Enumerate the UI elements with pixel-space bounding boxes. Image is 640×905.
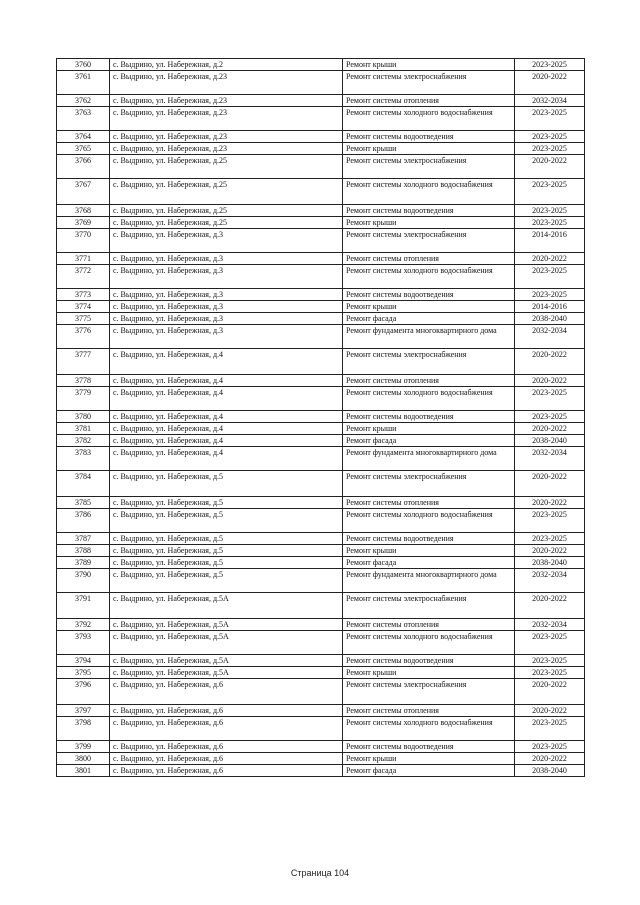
work-type-cell: Ремонт системы отопления [343,497,515,509]
address-cell: с. Выдрино, ул. Набережная, д.4 [110,387,343,411]
table-row [57,765,585,777]
period-cell: 2020-2022 [515,545,585,557]
period-cell: 2023-2025 [515,509,585,533]
address-cell: с. Выдрино, ул. Набережная, д.25 [110,155,343,179]
address-cell: с. Выдрино, ул. Набережная, д.5 [110,533,343,545]
row-number: 3770 [57,229,110,253]
work-type-cell: Ремонт системы холодного водоснабжения [343,631,515,655]
page-number: Страница 104 [290,868,350,878]
period-cell: 2023-2025 [515,265,585,289]
table-row [57,447,585,471]
address-cell: с. Выдрино, ул. Набережная, д.3 [110,301,343,313]
address-cell: с. Выдрино, ул. Набережная, д.3 [110,265,343,289]
period-cell: 2023-2025 [515,217,585,229]
row-number: 3781 [57,423,110,435]
period-cell: 2020-2022 [515,471,585,497]
table-row [57,741,585,753]
address-cell: с. Выдрино, ул. Набережная, д.6 [110,705,343,717]
period-cell: 2023-2025 [515,387,585,411]
row-number: 3764 [57,131,110,143]
row-number: 3794 [57,655,110,667]
row-number: 3772 [57,265,110,289]
period-cell: 2023-2025 [515,179,585,205]
period-cell: 2020-2022 [515,423,585,435]
address-cell: с. Выдрино, ул. Набережная, д.5 [110,497,343,509]
table-row [57,155,585,179]
address-cell: с. Выдрино, ул. Набережная, д.25 [110,217,343,229]
work-type-cell: Ремонт системы электроснабжения [343,155,515,179]
address-cell: с. Выдрино, ул. Набережная, д.4 [110,375,343,387]
work-type-cell: Ремонт фундамента многоквартирного дома [343,447,515,471]
table-row [57,717,585,741]
row-number: 3800 [57,753,110,765]
period-cell: 2038-2040 [515,765,585,777]
period-cell: 2020-2022 [515,705,585,717]
row-number: 3788 [57,545,110,557]
table-row [57,509,585,533]
row-number: 3767 [57,179,110,205]
address-cell: с. Выдрино, ул. Набережная, д.5А [110,655,343,667]
address-cell: с. Выдрино, ул. Набережная, д.4 [110,411,343,423]
period-cell: 2014-2016 [515,229,585,253]
table-row [57,545,585,557]
table-row [57,471,585,497]
row-number: 3782 [57,435,110,447]
table-row [57,533,585,545]
work-type-cell: Ремонт крыши [343,545,515,557]
table-row [57,619,585,631]
table-row [57,253,585,265]
work-type-cell: Ремонт системы отопления [343,619,515,631]
period-cell: 2020-2022 [515,375,585,387]
address-cell: с. Выдрино, ул. Набережная, д.5А [110,593,343,619]
table-row [57,289,585,301]
period-cell: 2023-2025 [515,289,585,301]
address-cell: с. Выдрино, ул. Набережная, д.3 [110,289,343,301]
work-type-cell: Ремонт системы отопления [343,95,515,107]
row-number: 3801 [57,765,110,777]
work-type-cell: Ремонт фасада [343,557,515,569]
address-cell: с. Выдрино, ул. Набережная, д.23 [110,95,343,107]
table-row [57,71,585,95]
period-cell: 2023-2025 [515,205,585,217]
work-type-cell: Ремонт системы холодного водоснабжения [343,717,515,741]
row-number: 3798 [57,717,110,741]
row-number: 3775 [57,313,110,325]
period-cell: 2023-2025 [515,631,585,655]
address-cell: с. Выдрино, ул. Набережная, д.5А [110,667,343,679]
work-type-cell: Ремонт крыши [343,423,515,435]
table-row [57,325,585,349]
row-number: 3763 [57,107,110,131]
table-row [57,705,585,717]
work-type-cell: Ремонт системы отопления [343,705,515,717]
address-cell: с. Выдрино, ул. Набережная, д.6 [110,717,343,741]
work-type-cell: Ремонт системы электроснабжения [343,679,515,705]
work-type-cell: Ремонт системы холодного водоснабжения [343,265,515,289]
row-number: 3768 [57,205,110,217]
table-row [57,229,585,253]
address-cell: с. Выдрино, ул. Набережная, д.5 [110,545,343,557]
work-type-cell: Ремонт системы отопления [343,253,515,265]
row-number: 3797 [57,705,110,717]
row-number: 3778 [57,375,110,387]
address-cell: с. Выдрино, ул. Набережная, д.3 [110,253,343,265]
period-cell: 2038-2040 [515,435,585,447]
period-cell: 2023-2025 [515,655,585,667]
work-type-cell: Ремонт системы водоотведения [343,655,515,667]
address-cell: с. Выдрино, ул. Набережная, д.6 [110,753,343,765]
work-type-cell: Ремонт системы холодного водоснабжения [343,179,515,205]
address-cell: с. Выдрино, ул. Набережная, д.5 [110,557,343,569]
address-cell: с. Выдрино, ул. Набережная, д.6 [110,765,343,777]
table-row [57,217,585,229]
table-row [57,655,585,667]
address-cell: с. Выдрино, ул. Набережная, д.23 [110,71,343,95]
table-row [57,143,585,155]
work-type-cell: Ремонт крыши [343,143,515,155]
table-row [57,631,585,655]
address-cell: с. Выдрино, ул. Набережная, д.5А [110,619,343,631]
address-cell: с. Выдрино, ул. Набережная, д.5 [110,509,343,533]
address-cell: с. Выдрино, ул. Набережная, д.5 [110,471,343,497]
address-cell: с. Выдрино, ул. Набережная, д.23 [110,107,343,131]
period-cell: 2020-2022 [515,593,585,619]
table-row [57,497,585,509]
table-row [57,557,585,569]
period-cell: 2023-2025 [515,717,585,741]
work-type-cell: Ремонт крыши [343,59,515,71]
row-number: 3799 [57,741,110,753]
repair-schedule-table [56,58,585,777]
work-type-cell: Ремонт фасада [343,313,515,325]
row-number: 3790 [57,569,110,593]
table-row [57,667,585,679]
address-cell: с. Выдрино, ул. Набережная, д.23 [110,131,343,143]
work-type-cell: Ремонт системы водоотведения [343,411,515,423]
work-type-cell: Ремонт фасада [343,765,515,777]
address-cell: с. Выдрино, ул. Набережная, д.4 [110,423,343,435]
period-cell: 2038-2040 [515,557,585,569]
period-cell: 2023-2025 [515,667,585,679]
period-cell: 2032-2034 [515,569,585,593]
period-cell: 2032-2034 [515,619,585,631]
table-row [57,423,585,435]
work-type-cell: Ремонт системы водоотведения [343,741,515,753]
work-type-cell: Ремонт системы холодного водоснабжения [343,387,515,411]
row-number: 3787 [57,533,110,545]
work-type-cell: Ремонт системы электроснабжения [343,593,515,619]
row-number: 3793 [57,631,110,655]
address-cell: с. Выдрино, ул. Набережная, д.25 [110,205,343,217]
work-type-cell: Ремонт системы водоотведения [343,289,515,301]
address-cell: с. Выдрино, ул. Набережная, д.3 [110,313,343,325]
period-cell: 2038-2040 [515,313,585,325]
work-type-cell: Ремонт системы холодного водоснабжения [343,509,515,533]
table-row [57,679,585,705]
period-cell: 2020-2022 [515,753,585,765]
work-type-cell: Ремонт крыши [343,217,515,229]
period-cell: 2023-2025 [515,411,585,423]
period-cell: 2020-2022 [515,253,585,265]
work-type-cell: Ремонт фундамента многоквартирного дома [343,569,515,593]
period-cell: 2014-2016 [515,301,585,313]
row-number: 3784 [57,471,110,497]
work-type-cell: Ремонт крыши [343,301,515,313]
table-row [57,435,585,447]
work-type-cell: Ремонт системы электроснабжения [343,229,515,253]
table-row [57,131,585,143]
address-cell: с. Выдрино, ул. Набережная, д.4 [110,435,343,447]
row-number: 3774 [57,301,110,313]
row-number: 3783 [57,447,110,471]
period-cell: 2023-2025 [515,131,585,143]
period-cell: 2023-2025 [515,741,585,753]
period-cell: 2023-2025 [515,59,585,71]
address-cell: с. Выдрино, ул. Набережная, д.3 [110,325,343,349]
row-number: 3766 [57,155,110,179]
row-number: 3792 [57,619,110,631]
row-number: 3785 [57,497,110,509]
table-row [57,265,585,289]
address-cell: с. Выдрино, ул. Набережная, д.25 [110,179,343,205]
table-body [57,59,585,777]
work-type-cell: Ремонт системы электроснабжения [343,71,515,95]
period-cell: 2020-2022 [515,497,585,509]
period-cell: 2020-2022 [515,349,585,375]
table-row [57,349,585,375]
table-row [57,179,585,205]
work-type-cell: Ремонт крыши [343,753,515,765]
address-cell: с. Выдрино, ул. Набережная, д.3 [110,229,343,253]
work-type-cell: Ремонт системы водоотведения [343,533,515,545]
address-cell: с. Выдрино, ул. Набережная, д.2 [110,59,343,71]
period-cell: 2032-2034 [515,95,585,107]
row-number: 3777 [57,349,110,375]
work-type-cell: Ремонт системы отопления [343,375,515,387]
row-number: 3779 [57,387,110,411]
table-row [57,387,585,411]
row-number: 3776 [57,325,110,349]
address-cell: с. Выдрино, ул. Набережная, д.6 [110,679,343,705]
work-type-cell: Ремонт фасада [343,435,515,447]
table-row [57,569,585,593]
period-cell: 2020-2022 [515,679,585,705]
period-cell: 2020-2022 [515,155,585,179]
work-type-cell: Ремонт системы холодного водоснабжения [343,107,515,131]
table-row [57,95,585,107]
work-type-cell: Ремонт крыши [343,667,515,679]
row-number: 3780 [57,411,110,423]
work-type-cell: Ремонт системы электроснабжения [343,349,515,375]
table-row [57,107,585,131]
row-number: 3761 [57,71,110,95]
row-number: 3765 [57,143,110,155]
row-number: 3789 [57,557,110,569]
work-type-cell: Ремонт системы водоотведения [343,131,515,143]
table-row [57,313,585,325]
table-row [57,205,585,217]
row-number: 3796 [57,679,110,705]
period-cell: 2023-2025 [515,143,585,155]
address-cell: с. Выдрино, ул. Набережная, д.4 [110,447,343,471]
row-number: 3773 [57,289,110,301]
row-number: 3795 [57,667,110,679]
table-row [57,301,585,313]
period-cell: 2023-2025 [515,533,585,545]
work-type-cell: Ремонт системы электроснабжения [343,471,515,497]
work-type-cell: Ремонт фундамента многоквартирного дома [343,325,515,349]
table-row [57,753,585,765]
table-row [57,593,585,619]
work-type-cell: Ремонт системы водоотведения [343,205,515,217]
address-cell: с. Выдрино, ул. Набережная, д.4 [110,349,343,375]
period-cell: 2020-2022 [515,71,585,95]
address-cell: с. Выдрино, ул. Набережная, д.5 [110,569,343,593]
row-number: 3786 [57,509,110,533]
row-number: 3771 [57,253,110,265]
table-row [57,59,585,71]
period-cell: 2032-2034 [515,447,585,471]
row-number: 3791 [57,593,110,619]
row-number: 3760 [57,59,110,71]
address-cell: с. Выдрино, ул. Набережная, д.6 [110,741,343,753]
period-cell: 2023-2025 [515,107,585,131]
row-number: 3762 [57,95,110,107]
table-row [57,375,585,387]
row-number: 3769 [57,217,110,229]
table-row [57,411,585,423]
address-cell: с. Выдрино, ул. Набережная, д.5А [110,631,343,655]
period-cell: 2032-2034 [515,325,585,349]
address-cell: с. Выдрино, ул. Набережная, д.23 [110,143,343,155]
